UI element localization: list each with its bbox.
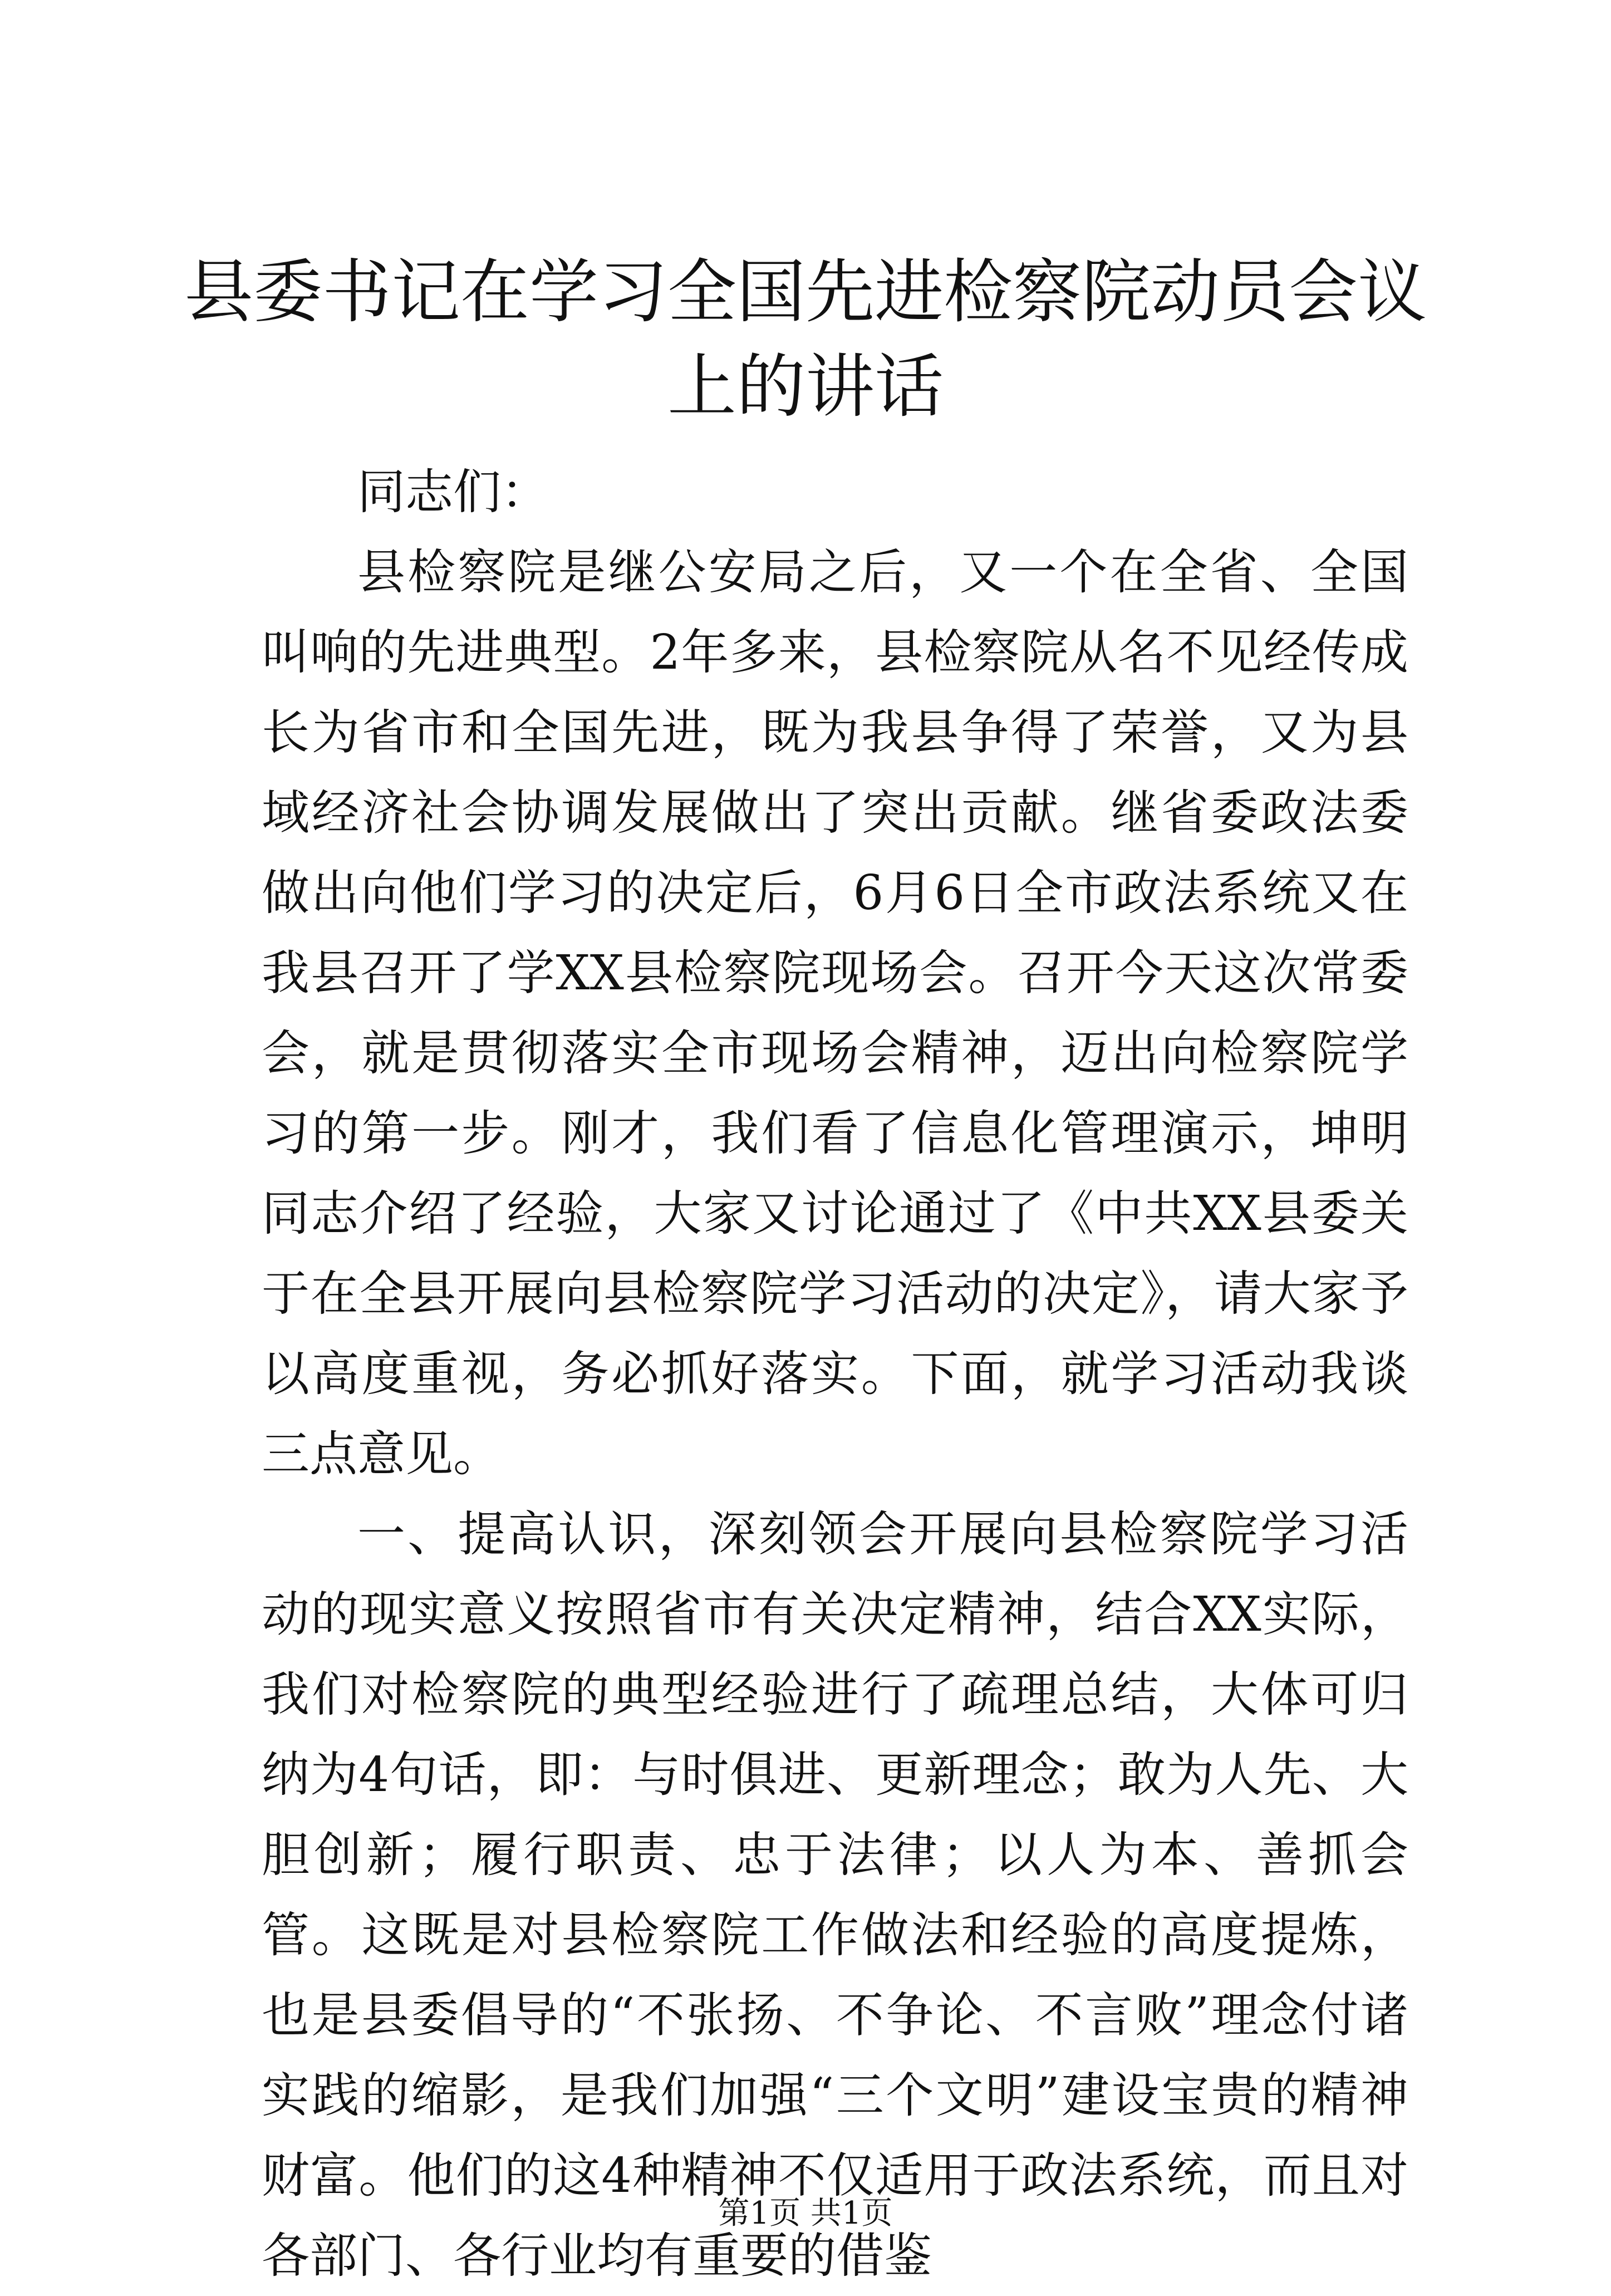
body-paragraph: 一、提高认识，深刻领会开展向县检察院学习活动的现实意义按照省市有关决定精神，结合XX实际，我们对检察院的典型经验进行了疏理总结，大体可归纳为4句话，即：与时俱进、更新理念；敢为人先、大胆创新；履行职责、忠于法律；以人为本、善抓会管。这既是对县检察院工作做法和经验的高度提炼，也是县委倡导的“不张扬、不争论、不言败”理念付诸实践的缩影，是我们加强“三个文明”建设宝贵的精神财富。他们的这4种精神不仅适用于政法系统，而且对各部门、各行业均有重要的借鉴 [262,1507,1408,2284]
salutation-paragraph: 同志们： [357,464,549,520]
body-paragraph: 县检察院是继公安局之后，又一个在全省、全国叫响的先进典型。2年多来，县检察院从名不见经传成长为省市和全国先进，既为我县争得了荣誉，又为县域经济社会协调发展做出了突出贡献。继省委政法委做出向他们学习的决定后，6月6日全市政法系统又在我县召开了学XX县检察院现场会。召开今天这次常委会，就是贯彻落实全市现场会精神，迈出向检察院学习的第一步。刚才，我们看了信息化管理演示，坤明同志介绍了经验，大家又讨论通过了《中共XX县委关于在全县开展向县检察院学习活动的决定》，请大家予以高度重视，务必抓好落实。下面，就学习活动我谈三点意见。 [262,544,1408,1482]
document-body [262,452,1408,2296]
page-footer: 第1页 共1页 [718,2195,893,2231]
document-title: 县委书记在学习全国先进检察院动员会议上的讲话 [184,252,1427,427]
